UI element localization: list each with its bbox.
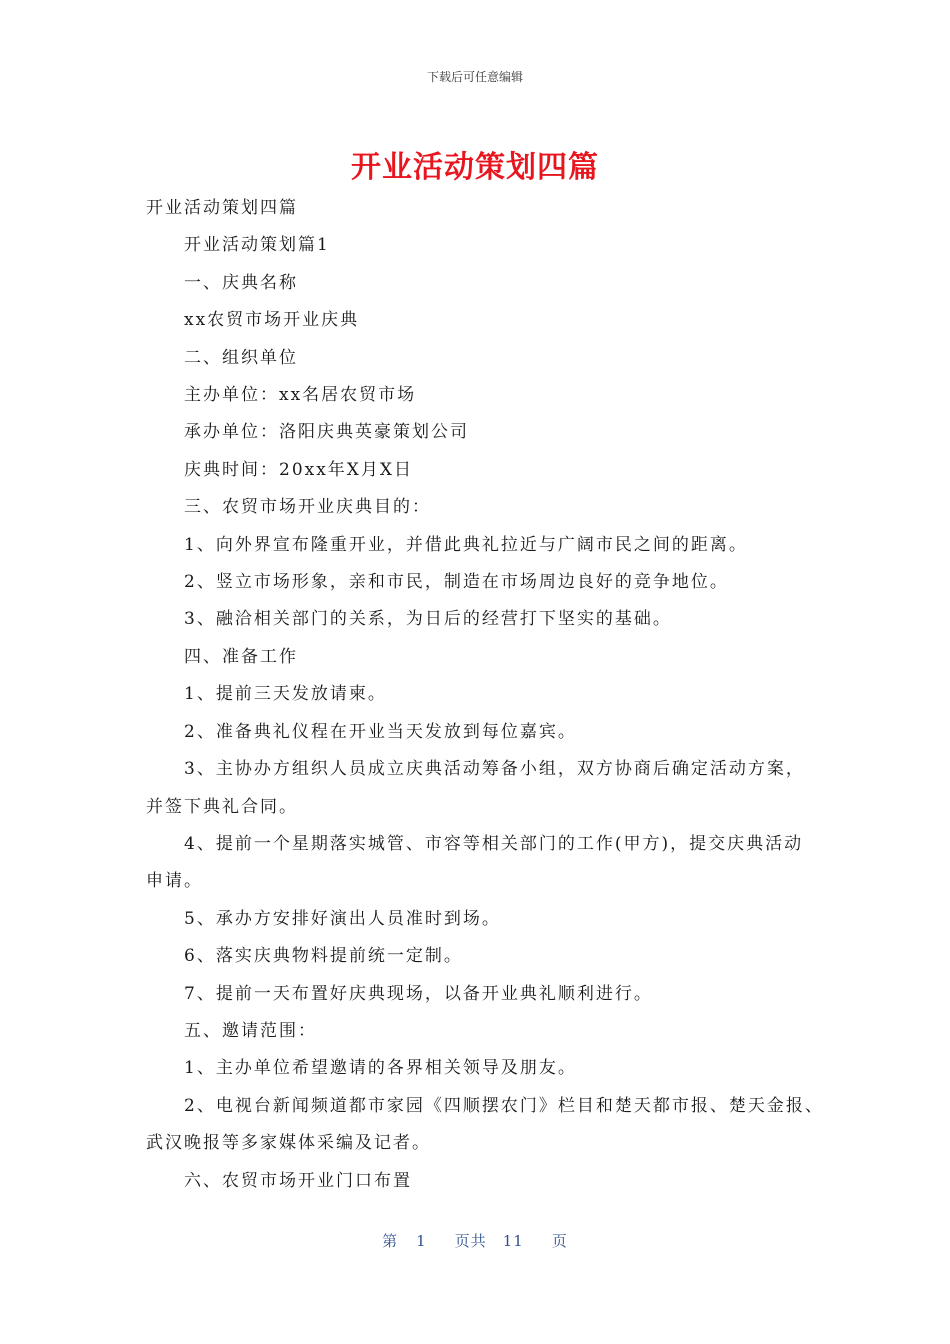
paragraph: 5、承办方安排好演出人员准时到场。	[184, 908, 501, 929]
paragraph: 开业活动策划篇1	[184, 235, 330, 256]
paragraph: 三、农贸市场开业庆典目的：	[184, 497, 431, 518]
paragraph: 武汉晚报等多家媒体采编及记者。	[146, 1133, 431, 1154]
paragraph: 四、准备工作	[184, 646, 298, 667]
paragraph: 2、竖立市场形象，亲和市民，制造在市场周边良好的竞争地位。	[184, 572, 729, 593]
paragraph: 开业活动策划四篇	[146, 198, 298, 218]
footer-total-pages: 11	[502, 1232, 524, 1250]
paragraph: 3、融洽相关部门的关系，为日后的经营打下坚实的基础。	[184, 609, 672, 630]
paragraph: 2、准备典礼仪程在开业当天发放到每位嘉宾。	[184, 721, 577, 742]
paragraph: 二、组织单位	[184, 347, 298, 368]
paragraph: 六、农贸市场开业门口布置	[184, 1170, 412, 1191]
document-title: 开业活动策划四篇	[351, 150, 599, 185]
paragraph: 2、电视台新闻频道都市家园《四顺摆农门》栏目和楚天都市报、楚天金报、	[184, 1095, 824, 1116]
paragraph: 3、主协办方组织人员成立庆典活动筹备小组，双方协商后确定活动方案，	[184, 759, 805, 780]
footer-page-mid: 页共	[454, 1232, 487, 1250]
footer-page-suffix: 页	[551, 1232, 568, 1250]
paragraph: 五、邀请范围：	[184, 1020, 317, 1041]
paragraph: xx农贸市场开业庆典	[184, 310, 360, 331]
paragraph: 1、向外界宣布隆重开业，并借此典礼拉近与广阔市民之间的距离。	[184, 534, 748, 555]
paragraph: 庆典时间：20xx年X月X日	[184, 459, 414, 480]
paragraph: 1、提前三天发放请柬。	[184, 684, 387, 705]
paragraph: 4、提前一个星期落实城管、市容等相关部门的工作(甲方)，提交庆典活动	[184, 833, 804, 854]
paragraph: 7、提前一天布置好庆典现场，以备开业典礼顺利进行。	[184, 983, 653, 1004]
paragraph: 一、庆典名称	[184, 272, 298, 293]
page-footer	[0, 1230, 950, 1251]
paragraph: 主办单位：xx名居农贸市场	[184, 385, 417, 406]
document-body	[146, 190, 824, 1200]
paragraph: 申请。	[146, 871, 203, 892]
header-note: 下载后可任意编辑	[426, 70, 523, 84]
footer-page-number: 1	[416, 1232, 427, 1250]
paragraph: 承办单位：洛阳庆典英豪策划公司	[184, 422, 469, 443]
paragraph: 并签下典礼合同。	[146, 796, 298, 817]
paragraph: 6、落实庆典物料提前统一定制。	[184, 946, 463, 967]
footer-page-prefix: 第	[382, 1232, 399, 1250]
paragraph: 1、主办单位希望邀请的各界相关领导及朋友。	[184, 1058, 577, 1079]
